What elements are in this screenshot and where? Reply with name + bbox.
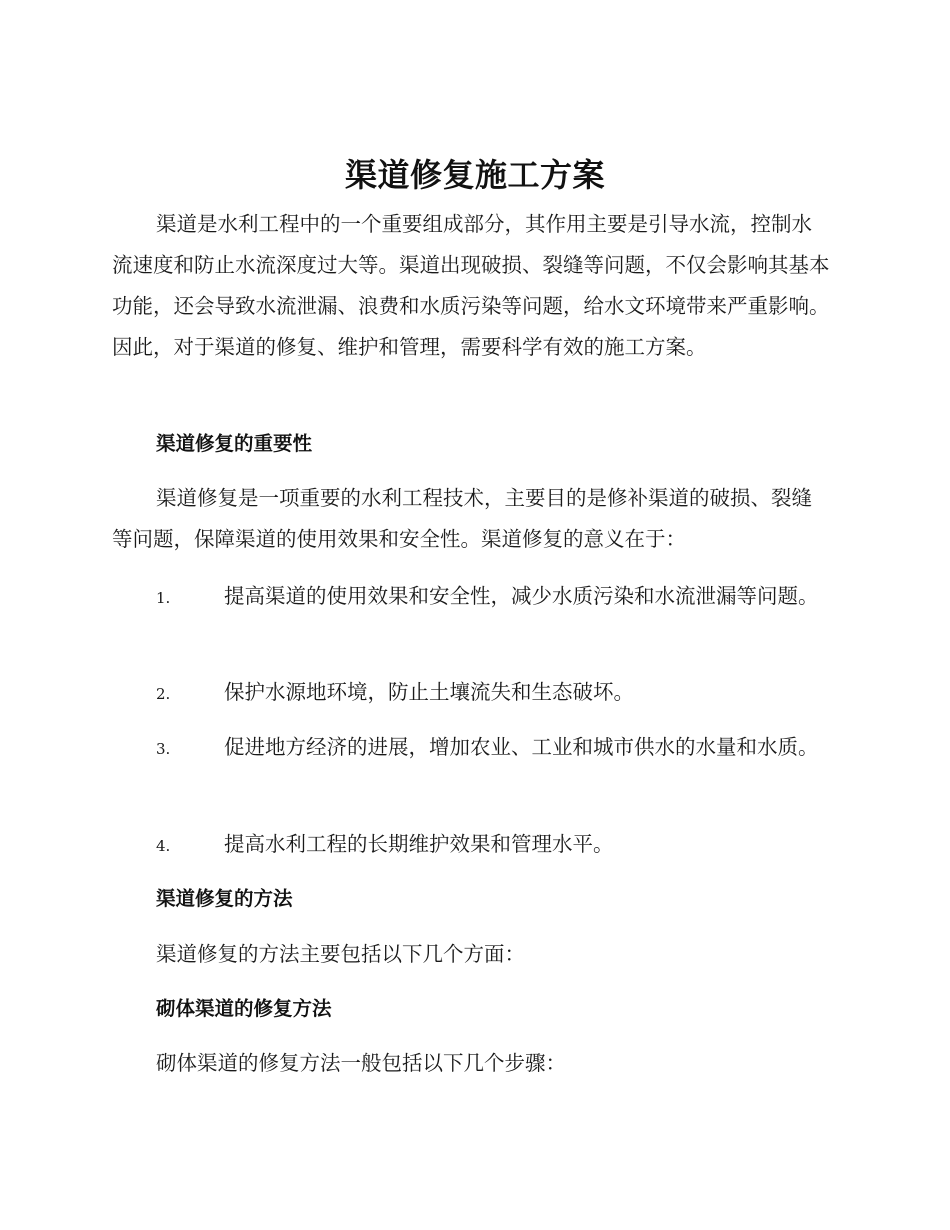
list-text: 保护水源地环境，防止土壤流失和生态破坏。 xyxy=(224,680,634,704)
list-item xyxy=(112,824,832,867)
list-number: 3. xyxy=(156,740,171,758)
section-heading-importance: 渠道修复的重要性 xyxy=(156,432,313,455)
list-number: 2. xyxy=(156,685,171,703)
importance-paragraph: 渠道修复是一项重要的水利工程技术，主要目的是修补渠道的破损、裂缝等问题，保障渠道的使用效果和安全性。渠道修复的意义在于： xyxy=(112,486,812,551)
list-number: 4. xyxy=(156,837,171,855)
methods-paragraph: 渠道修复的方法主要包括以下几个方面： xyxy=(156,942,525,966)
document-title: 渠道修复施工方案 xyxy=(344,156,605,194)
list-text: 促进地方经济的进展，增加农业、工业和城市供水的水量和水质。 xyxy=(224,735,819,759)
list-number: 1. xyxy=(156,589,171,607)
list-item xyxy=(112,576,832,619)
list-text: 提高渠道的使用效果和安全性，减少水质污染和水流泄漏等问题。 xyxy=(224,584,819,608)
list-item xyxy=(112,727,832,770)
masonry-paragraph: 砌体渠道的修复方法一般包括以下几个步骤： xyxy=(156,1051,566,1075)
section-heading-methods: 渠道修复的方法 xyxy=(156,887,293,910)
intro-paragraph: 渠道是水利工程中的一个重要组成部分，其作用主要是引导水流，控制水流速度和防止水流深度过大等。渠道出现破损、裂缝等问题，不仅会影响其基本功能，还会导致水流泄漏、浪费和水质污染等问题，给水文环境带来严重影响。因此，对于渠道的修复、维护和管理，需要科学有效的施工方案。 xyxy=(112,212,830,359)
section-heading-masonry: 砌体渠道的修复方法 xyxy=(156,997,332,1020)
list-item xyxy=(112,672,832,715)
list-text: 提高水利工程的长期维护效果和管理水平。 xyxy=(224,832,614,856)
